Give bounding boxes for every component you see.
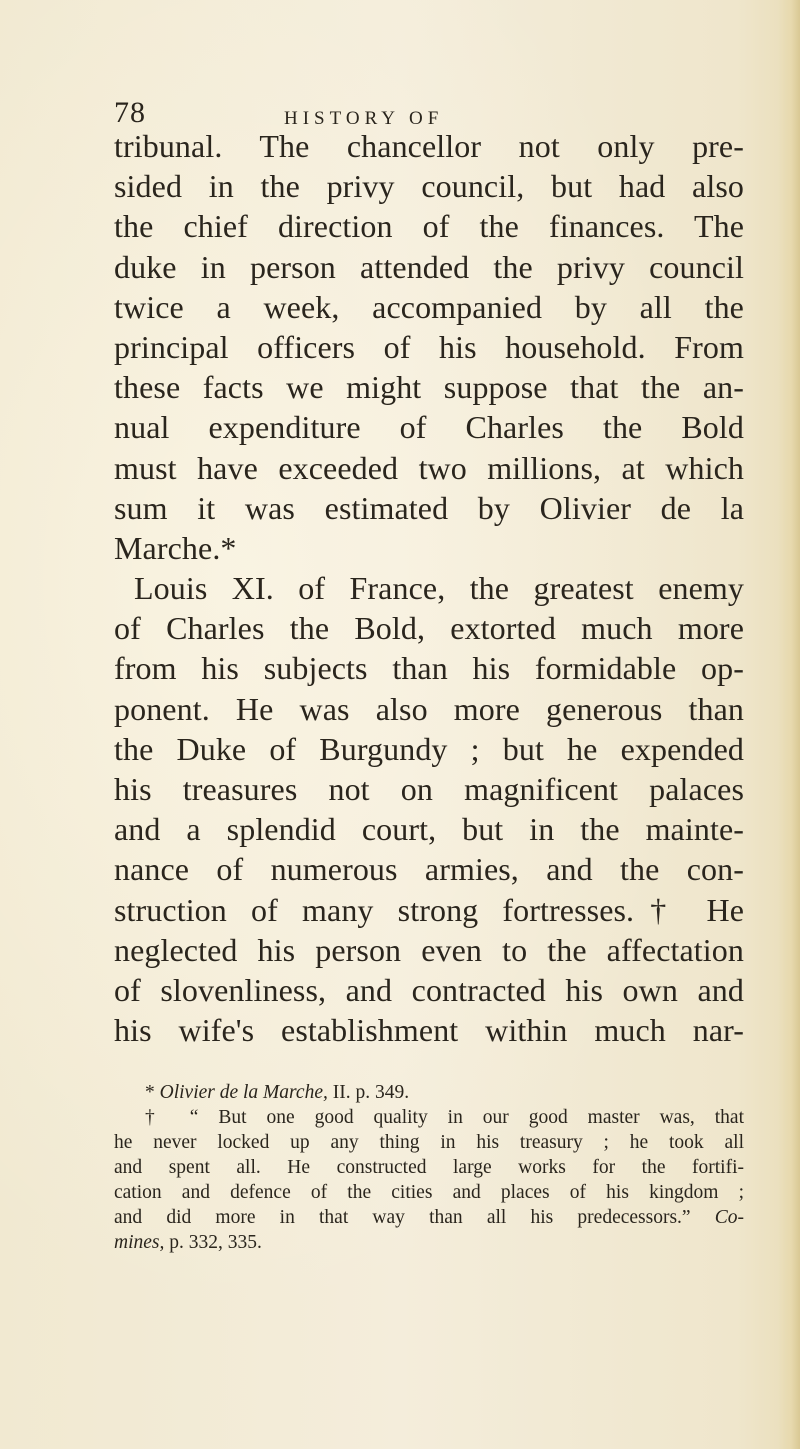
body-line: his wife's establishment within much nar- [114,1012,744,1049]
footnotes [114,1080,745,1255]
body-line: twice a week, accompanied by all the [114,288,744,325]
footnote-2-line [114,1230,744,1255]
body-line: Marche.* [114,529,237,566]
body-line: the chief direction of the finances. The [114,208,744,245]
body-line: duke in person attended the privy council [114,248,744,285]
body-line: Louis XI. of France, the greatest enemy [134,570,744,607]
body-line: these facts we might suppose that the an- [114,369,744,406]
footnote-mark: * [145,1082,155,1103]
body-line: his treasures not on magnificent palaces [114,771,744,807]
body-line: nance of numerous armies, and the con- [114,851,744,888]
footnote-2-text: and did more in that way than all his predecessors.” [114,1207,691,1228]
body-line: neglected his person even to the affectation [114,931,744,968]
page-number: 78 [114,96,146,129]
footnote-source: Olivier de la Marche, [159,1082,328,1103]
footnote-2-line: † “ But one good quality in our good master was, that [145,1107,744,1128]
body-line: sum it was estimated by Olivier de la [114,489,744,526]
body-line: of Charles the Bold, extorted much more [114,610,744,647]
body-line: of slovenliness, and contracted his own and [114,971,744,1008]
page-edge-shading [778,0,800,1449]
body-line: nual expenditure of Charles the Bold [114,409,744,446]
footnote-2-line: and spent all. He constructed large works for the fortifi- [114,1157,744,1178]
footnote-source: mines, [114,1232,165,1253]
body-line: sided in the privy council, but had also [114,168,744,205]
body-text [114,126,744,1050]
body-line: the Duke of Burgundy ; but he expended [114,730,744,767]
footnote-2-line: cation and defence of the cities and places of his kingdom ; [114,1182,744,1203]
body-line: principal officers of his household. From [114,328,744,365]
footnote-source: Co- [714,1207,745,1228]
body-line: must have exceeded two millions, at which [114,449,744,486]
footnote-ref: p. 332, 335. [169,1232,262,1253]
body-line: tribunal. The chancellor not only pre- [114,128,744,164]
footnote-ref: II. p. 349. [332,1082,410,1103]
running-head: HISTORY OF [284,108,444,129]
footnote-2-line: he never locked up any thing in his treasury ; he took all [114,1132,744,1153]
footnote-2-line [114,1205,744,1230]
body-line: struction of many strong fortresses.† He [114,891,744,928]
footnote-1 [140,1080,744,1105]
body-line: and a splendid court, but in the mainte- [114,811,744,848]
body-line: from his subjects than his formidable op- [114,650,744,687]
body-line: ponent. He was also more generous than [114,690,744,727]
